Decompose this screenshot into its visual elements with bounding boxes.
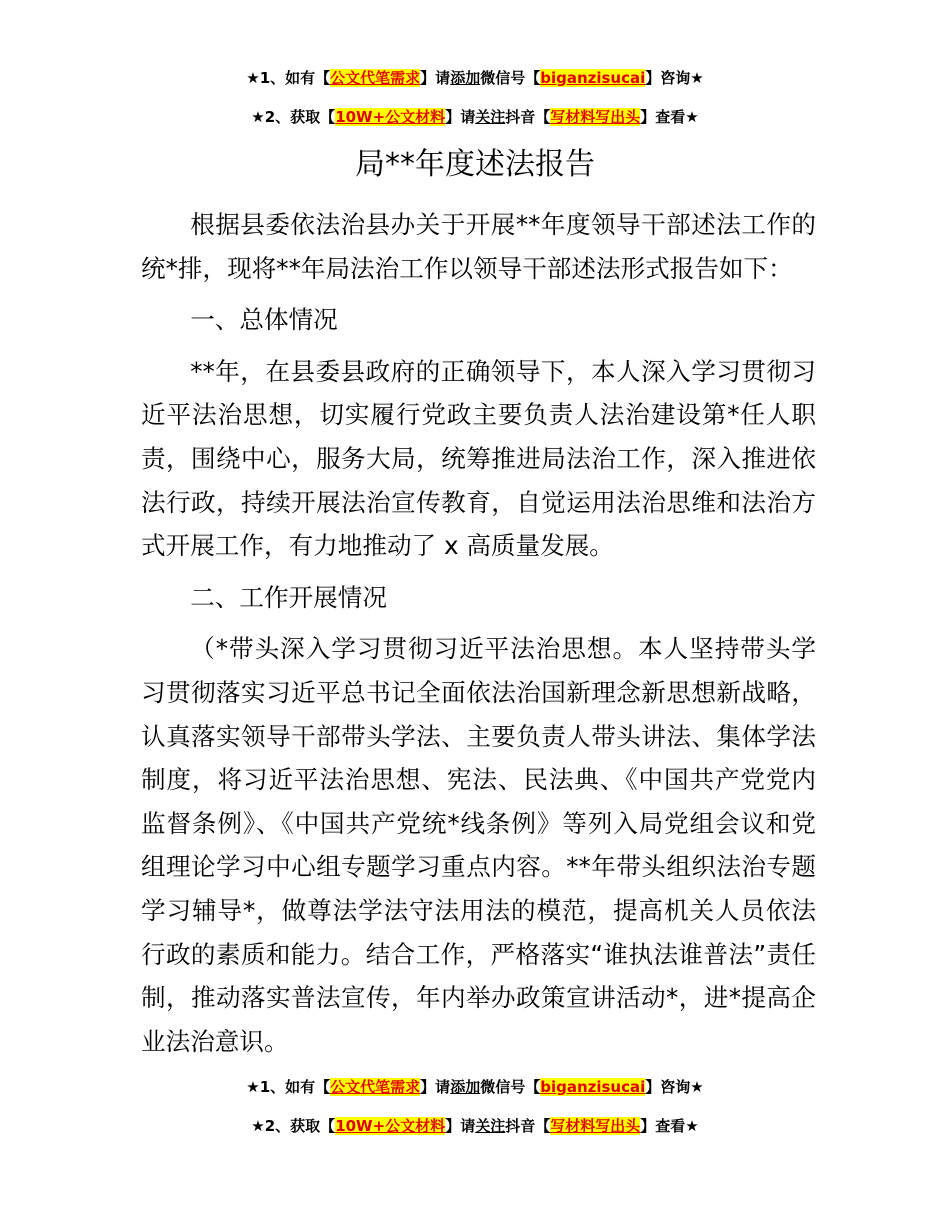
promo-banner-bottom-2 bbox=[0, 1115, 950, 1137]
highlight-text: 写材料写出头 bbox=[550, 108, 641, 126]
banner-text: ★2、获取【 bbox=[251, 1117, 336, 1135]
promo-banner-bottom-1 bbox=[0, 1076, 950, 1098]
banner-text: 】请 bbox=[445, 108, 476, 126]
underlined-text: 添加 bbox=[450, 1078, 481, 1096]
body-paragraph: （*带头深入学习贯彻习近平法治思想。本人坚持带头学习贯彻落实习近平总书记全面依法治国新理念新思想新战略，认真落实领导干部带头学法、主要负责人带头讲法、集体学法制度，将习近平法治思想、宪法、民法典、《中国共产党党内监督条例》、《中国共产党统*线条例》等列入局党组会议和党组理论学习中心组专题学习重点内容。**年带头组织法治专题学习辅导*，做尊法学法守法用法的模范，提高机关人员依法行政的素质和能力。结合工作，严格落实“谁执法谁普法”责任制，推动落实普法宣传，年内举办政策宣讲活动*，进*提高企业法治意识。 bbox=[141, 634, 816, 1056]
promo-banner-top-2 bbox=[0, 106, 950, 128]
banner-text: 微信号【 bbox=[480, 1078, 541, 1096]
banner-text: 】查看★ bbox=[640, 108, 699, 126]
underlined-text: 添加 bbox=[450, 69, 481, 87]
document-title: 局**年度述法报告 bbox=[355, 147, 595, 182]
banner-text: ★2、获取【 bbox=[251, 108, 336, 126]
highlight-text: biganzisucai bbox=[540, 1078, 646, 1096]
highlight-text: 公文代笔需求 bbox=[330, 1078, 421, 1096]
highlight-text: 10W+公文材料 bbox=[335, 1117, 446, 1135]
highlight-text: 10W+公文材料 bbox=[335, 108, 446, 126]
banner-text: 】请 bbox=[420, 1078, 451, 1096]
banner-text: 】请 bbox=[420, 69, 451, 87]
banner-text: 】请 bbox=[445, 1117, 476, 1135]
promo-banner-top-1 bbox=[0, 67, 950, 89]
section-heading: 二、工作开展情况 bbox=[190, 582, 387, 612]
highlight-text: 写材料写出头 bbox=[550, 1117, 641, 1135]
banner-text: 抖音【 bbox=[505, 108, 551, 126]
section-heading: 一、总体情况 bbox=[190, 305, 338, 335]
banner-text: ★1、如有【 bbox=[246, 69, 331, 87]
banner-text: ★1、如有【 bbox=[246, 1078, 331, 1096]
intro-paragraph: 根据县委依法治县办关于开展**年度领导干部述法工作的统*排，现将**年局法治工作以领导干部述法形式报告如下： bbox=[141, 210, 816, 283]
body-paragraph: **年，在县委县政府的正确领导下，本人深入学习贯彻习近平法治思想，切实履行党政主要负责人法治建设第*任人职责，围绕中心，服务大局，统筹推进局法治工作，深入推进依法行政，持续开展法治宣传教育，自觉运用法治思维和法治方式开展工作，有力地推动了 x 高质量发展。 bbox=[141, 356, 816, 561]
banner-text: 】咨询★ bbox=[645, 1078, 704, 1096]
underlined-text: 关注 bbox=[475, 1117, 506, 1135]
banner-text: 】查看★ bbox=[640, 1117, 699, 1135]
highlight-text: 公文代笔需求 bbox=[330, 69, 421, 87]
underlined-text: 关注 bbox=[475, 108, 506, 126]
banner-text: 】咨询★ bbox=[645, 69, 704, 87]
document-body bbox=[141, 203, 816, 1063]
banner-text: 微信号【 bbox=[480, 69, 541, 87]
highlight-text: biganzisucai bbox=[540, 69, 646, 87]
banner-text: 抖音【 bbox=[505, 1117, 551, 1135]
